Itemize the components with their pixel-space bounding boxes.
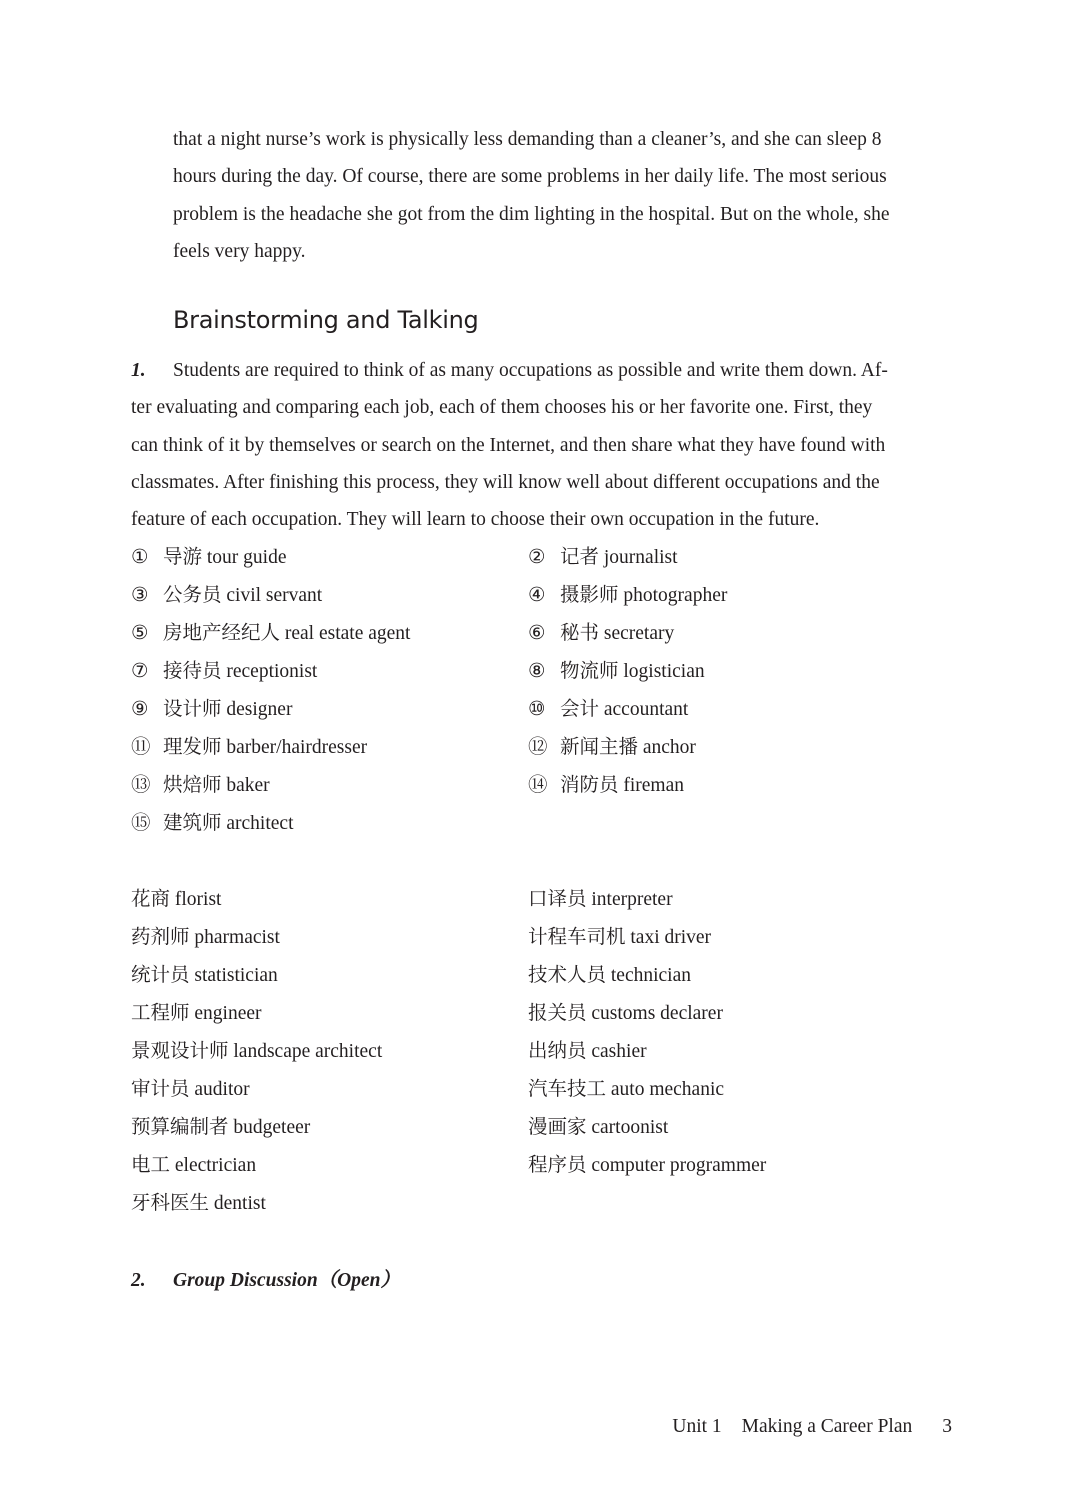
item-number-mark: ⑪ bbox=[131, 737, 151, 758]
occupation-text: 记者 journalist bbox=[560, 547, 678, 568]
item-number-mark: ⑭ bbox=[528, 775, 548, 796]
footer-unit: Unit 1 bbox=[672, 1416, 722, 1437]
occupation-item: 技术人员 technician bbox=[528, 965, 691, 986]
occupation-item: 电工 electrician bbox=[131, 1155, 257, 1176]
page-footer bbox=[672, 1408, 952, 1446]
occupation-item: 报关员 customs declarer bbox=[528, 1003, 723, 1024]
item-number-mark: ⑥ bbox=[528, 623, 546, 644]
occupation-item: 审计员 auditor bbox=[131, 1079, 250, 1100]
page-number: 3 bbox=[942, 1416, 952, 1437]
occupation-item: 统计员 statistician bbox=[131, 965, 278, 986]
occupation-item: 预算编制者 budgeteer bbox=[131, 1117, 311, 1138]
occupation-item: 口译员 interpreter bbox=[528, 889, 673, 910]
section-title: Brainstorming and Talking bbox=[173, 306, 479, 334]
occupation-item: 牙科医生 dentist bbox=[131, 1193, 266, 1214]
occupation-item: 汽车技工 auto mechanic bbox=[528, 1079, 725, 1100]
occupation-item: 花商 florist bbox=[131, 889, 222, 910]
occupation-item bbox=[131, 539, 528, 577]
task-1-line: feature of each occupation. They will learn to choose their own occupation in the future. bbox=[131, 509, 820, 531]
item-number-mark: ③ bbox=[131, 585, 149, 606]
occupation-item bbox=[528, 729, 953, 767]
item-number-mark: ⑮ bbox=[131, 813, 151, 834]
occupation-item bbox=[528, 615, 953, 653]
occupation-item bbox=[131, 691, 528, 729]
footer-title: Making a Career Plan bbox=[741, 1416, 913, 1437]
occupation-item bbox=[528, 577, 953, 615]
occupation-item: 漫画家 cartoonist bbox=[528, 1117, 669, 1138]
occupation-item: 计程车司机 taxi driver bbox=[528, 927, 712, 948]
occupation-item bbox=[131, 767, 528, 805]
occupation-item: 景观设计师 landscape architect bbox=[131, 1041, 383, 1062]
occupation-item: 工程师 engineer bbox=[131, 1003, 262, 1024]
task-1-number: 1. bbox=[131, 360, 146, 381]
item-number-mark: ⑨ bbox=[131, 699, 149, 720]
occupation-text: 新闻主播 anchor bbox=[560, 737, 696, 758]
occupation-item: 药剂师 pharmacist bbox=[131, 927, 280, 948]
intro-line: feels very happy. bbox=[173, 240, 306, 262]
occupation-text: 导游 tour guide bbox=[163, 547, 287, 568]
occupation-item: 出纳员 cashier bbox=[528, 1041, 647, 1062]
intro-paragraph bbox=[173, 121, 953, 270]
occupation-item bbox=[131, 805, 528, 843]
occupation-item bbox=[131, 653, 528, 691]
occupation-item bbox=[131, 729, 528, 767]
item-number-mark: ⑩ bbox=[528, 699, 546, 720]
occupation-text: 摄影师 photographer bbox=[560, 585, 728, 606]
occupation-text: 建筑师 architect bbox=[163, 813, 294, 834]
item-number-mark: ⑦ bbox=[131, 661, 149, 682]
numbered-occupation-list bbox=[131, 539, 953, 843]
task-1-paragraph bbox=[131, 352, 953, 538]
task-1-line: ter evaluating and comparing each job, each of them chooses his or her favorite one. First, they bbox=[131, 397, 873, 419]
occupation-text: 消防员 fireman bbox=[560, 775, 685, 796]
task-2-heading bbox=[131, 1262, 400, 1300]
intro-line: that a night nurse’s work is physically less demanding than a cleaner’s, and she can sleep 8 bbox=[173, 129, 882, 150]
occupation-item bbox=[131, 577, 528, 615]
occupation-item bbox=[131, 615, 528, 653]
item-number-mark: ④ bbox=[528, 585, 546, 606]
occupation-text: 设计师 designer bbox=[163, 699, 293, 720]
occupation-item bbox=[528, 539, 953, 577]
occupation-text: 接待员 receptionist bbox=[163, 661, 318, 682]
occupation-text: 物流师 logistician bbox=[560, 661, 705, 682]
item-number-mark: ② bbox=[528, 547, 546, 568]
occupation-text: 理发师 barber/hairdresser bbox=[163, 737, 368, 758]
occupation-item bbox=[528, 767, 953, 805]
item-number-mark: ⑬ bbox=[131, 775, 151, 796]
intro-line: hours during the day. Of course, there are some problems in her daily life. The most serious bbox=[173, 166, 887, 188]
item-number-mark: ⑧ bbox=[528, 661, 546, 682]
task-1-line bbox=[131, 352, 953, 389]
occupation-item bbox=[528, 691, 953, 729]
occupation-item bbox=[528, 653, 953, 691]
task-1-line: can think of it by themselves or search on the Internet, and then share what they have found with bbox=[131, 434, 886, 456]
occupation-text: 烘焙师 baker bbox=[163, 775, 270, 796]
task-2-number: 2. bbox=[131, 1270, 146, 1291]
task-1-line: classmates. After finishing this process, they will know well about different occupations and the bbox=[131, 471, 880, 493]
occupation-text: 房地产经纪人 real estate agent bbox=[163, 623, 411, 644]
item-number-mark: ⑫ bbox=[528, 737, 548, 758]
occupation-text: 会计 accountant bbox=[560, 699, 689, 720]
additional-occupation-list bbox=[131, 881, 953, 1223]
item-number-mark: ⑤ bbox=[131, 623, 149, 644]
intro-line: problem is the headache she got from the dim lighting in the hospital. But on the whole, she bbox=[173, 203, 890, 225]
occupation-text: 公务员 civil servant bbox=[163, 585, 323, 606]
item-number-mark: ① bbox=[131, 547, 149, 568]
occupation-text: 秘书 secretary bbox=[560, 623, 675, 644]
task-1-line-text: Students are required to think of as many occupations as possible and write them down. Af- bbox=[173, 360, 888, 381]
task-2-label: Group Discussion（Open） bbox=[173, 1270, 401, 1291]
occupation-item: 程序员 computer programmer bbox=[528, 1155, 767, 1176]
